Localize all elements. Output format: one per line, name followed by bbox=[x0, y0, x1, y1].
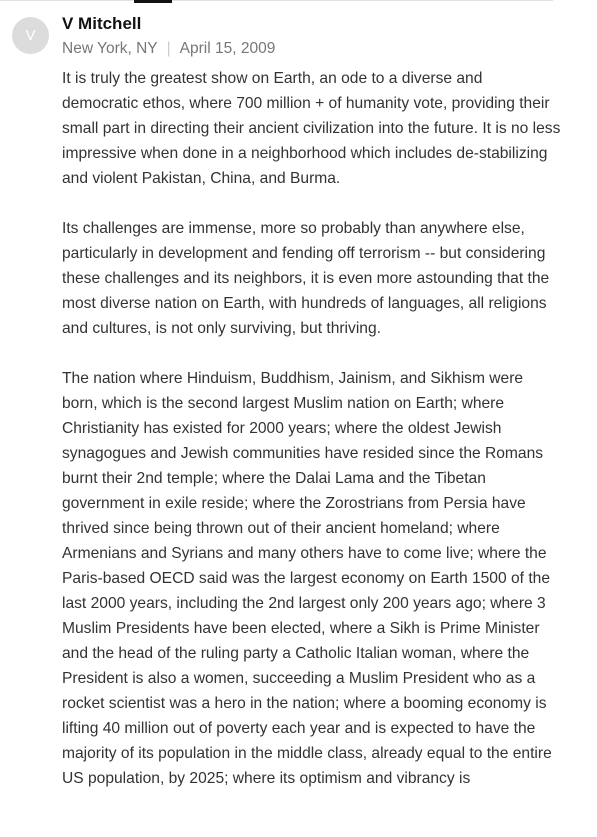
comment-paragraph: The nation where Hinduism, Buddhism, Jainism, and Sikhism were born, which is the second largest Muslim nation on Earth; where Christianity has existed for 2000 years; where the oldest Jewish synagogues and Jewish communities have resided since the Romans burnt their 2nd temple; where the Dalai Lama and the Tibetan government in exile reside; where the Zorostrians from Persia have thrived since being thrown out of their ancient homeland; where Armenians and Syrians and many others have to come live; where the Paris-based OECD said was the largest economy on Earth 1500 of the last 2000 years, including the 2nd largest only 200 years ago; where 3 Muslim Presidents have been elected, where a Sikh is Prime Minister and the head of the ruling party a Catholic Italian woman, where the President is also a women, succeeding a Muslim President who as a rocket scientist was a hero in the nation; where a booming economy is lifting 40 million out of poverty each year and is expected to have the majority of its population in the middle class, already equal to the entire US population, by 2025; where its optimism and vibrancy is bbox=[62, 370, 552, 787]
avatar[interactable] bbox=[12, 17, 49, 54]
comment-paragraph: Its challenges are immense, more so probably than anywhere else, particularly in development and fending off terrorism -- but considering these challenges and its neighbors, it is even more astounding that the most diverse nation on Earth, with hundreds of languages, all religions and cultures, is not only surviving, but thriving. bbox=[62, 220, 550, 337]
avatar-initial: V bbox=[25, 27, 36, 44]
meta-separator: | bbox=[166, 40, 171, 57]
comment-location: New York, NY bbox=[62, 40, 158, 57]
comment-author[interactable]: V Mitchell bbox=[62, 14, 142, 33]
comment-date[interactable]: April 15, 2009 bbox=[179, 40, 276, 57]
top-divider bbox=[0, 0, 553, 1]
comment-body bbox=[62, 66, 562, 816]
comment-meta bbox=[62, 38, 275, 60]
comment-paragraph: It is truly the greatest show on Earth, an ode to a diverse and democratic ethos, where 700 million + of humanity vote, providing their small part in directing their ancient civilization into the future. It is no less impressive when done in a neighborhood which includes de-stabilizing and violent Pakistan, China, and Burma. bbox=[62, 70, 561, 187]
active-tab-indicator bbox=[134, 0, 172, 3]
